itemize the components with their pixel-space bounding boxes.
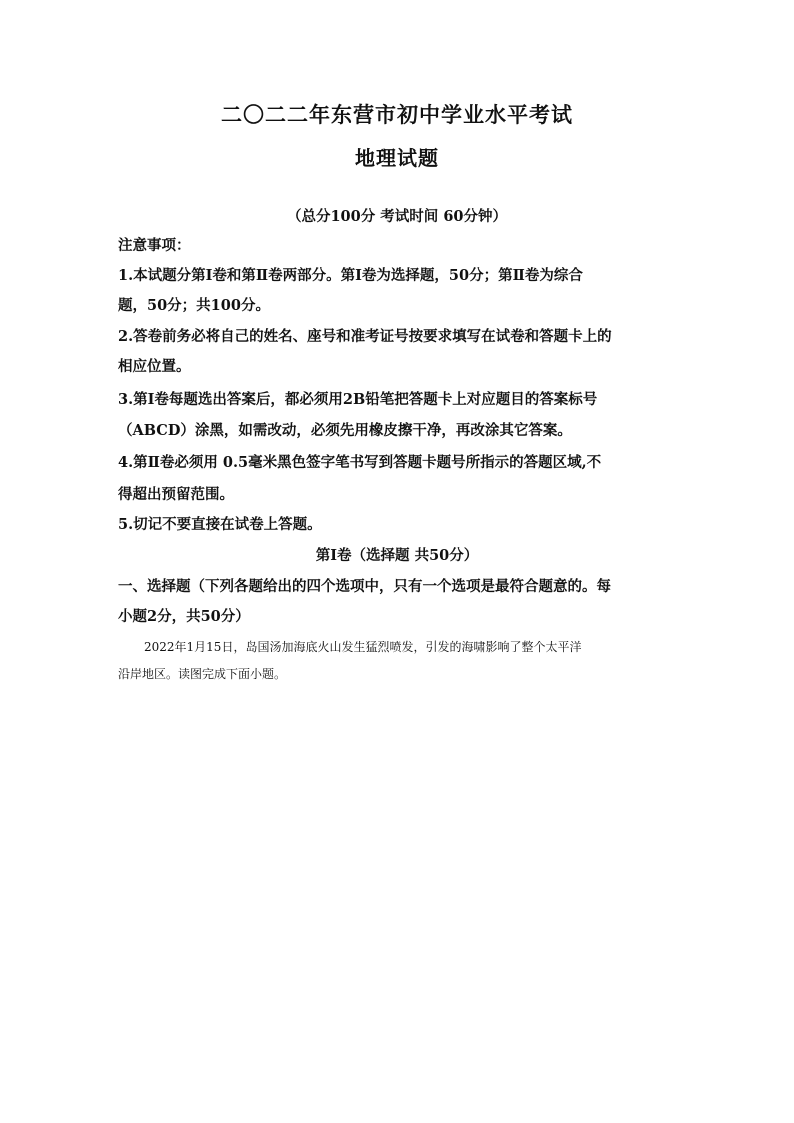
note-line: 相应位置。 — [118, 358, 191, 375]
note-line: 2.答卷前务必将自己的姓名、座号和准考证号按要求填写在试卷和答题卡上的 — [118, 328, 612, 345]
subject-title: 地理试题 — [355, 146, 439, 170]
passage-line: 2022年1月15日，岛国汤加海底火山发生猛烈喷发，引发的海啸影响了整个太平洋 — [144, 640, 582, 654]
passage-line: 沿岸地区。读图完成下面小题。 — [118, 667, 287, 681]
note-line: 得超出预留范围。 — [118, 486, 234, 503]
exam-title: 二〇二二年东营市初中学业水平考试 — [221, 102, 573, 127]
note-line: 4.第Ⅱ卷必须用 0.5毫米黑色签字笔书写到答题卡题号所指示的答题区域,不 — [118, 454, 602, 471]
section-title: 第Ⅰ卷（选择题 共50分） — [315, 547, 479, 564]
note-line: 3.第Ⅰ卷每题选出答案后，都必须用2B铅笔把答题卡上对应题目的答案标号 — [118, 391, 598, 408]
notes-heading: 注意事项： — [118, 237, 191, 254]
exam-meta: （总分100分 考试时间 60分钟） — [286, 208, 508, 225]
note-line: 5.切记不要直接在试卷上答题。 — [118, 516, 322, 533]
note-line: （ABCD）涂黑，如需改动，必须先用橡皮擦干净，再改涂其它答案。 — [118, 422, 572, 439]
note-line: 1.本试题分第Ⅰ卷和第Ⅱ卷两部分。第Ⅰ卷为选择题，50分；第Ⅱ卷为综合 — [118, 267, 583, 284]
note-line: 题，50分；共100分。 — [118, 297, 270, 314]
section-instruction: 小题2分，共50分） — [118, 608, 250, 625]
section-instruction: 一、选择题（下列各题给出的四个选项中，只有一个选项是最符合题意的。每 — [118, 578, 611, 595]
